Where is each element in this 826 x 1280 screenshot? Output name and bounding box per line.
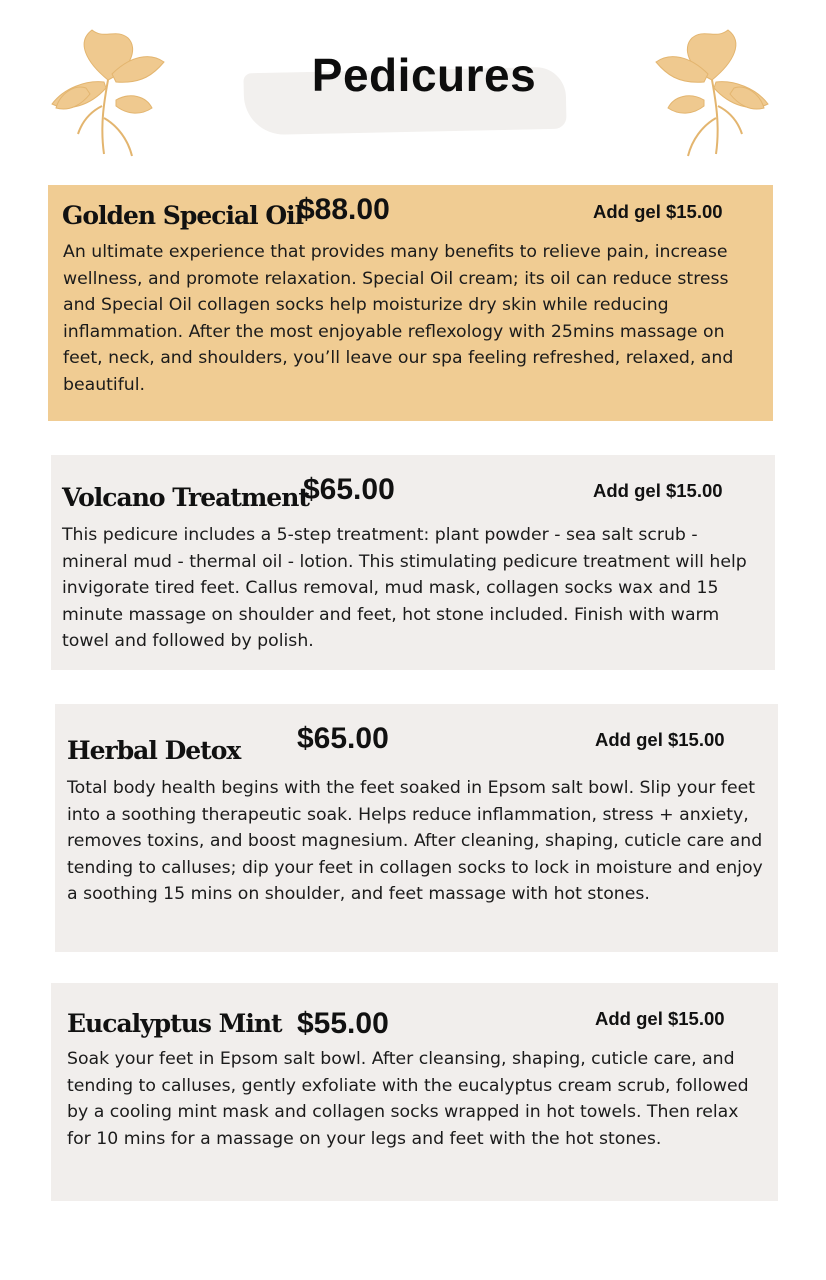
service-gel-addon: Add gel $15.00	[595, 1008, 725, 1029]
service-gel-addon: Add gel $15.00	[593, 480, 723, 501]
service-price: $65.00	[297, 722, 389, 755]
service-description: Total body health begins with the feet soaked in Epsom salt bowl. Slip your feet into a soothing therapeutic soak. Helps reduce inflammation, stress + anxiety, removes toxins, and boost magnesium. After cleaning, shaping, cuticle care and tending to calluses; dip your feet in collagen socks to lock in moisture and enjoy a soothing 15 mins on shoulder, and feet massage with hot stones.	[67, 778, 763, 904]
service-description: This pedicure includes a 5-step treatment: plant powder - sea salt scrub - mineral mud - thermal oil - lotion. This stimulating pedicure treatment will help invigorate tired feet. Callus removal, mud mask, collagen socks wax and 15 minute massage on shoulder and feet, hot stone included. Finish with warm towel and followed by polish.	[62, 525, 747, 651]
service-price: $88.00	[298, 193, 390, 226]
service-description: Soak your feet in Epsom salt bowl. After cleansing, shaping, cuticle care, and tending to calluses, gently exfoliate with the eucalyptus cream scrub, followed by a cooling mint mask and collagen socks wrapped in hot towels. Then relax for 10 mins for a massage on your legs and feet with the hot stones.	[67, 1049, 749, 1149]
service-name: Volcano Treatment	[62, 483, 309, 512]
service-card-volcano-treatment	[51, 455, 775, 670]
service-price: $65.00	[303, 473, 395, 506]
service-name: Eucalyptus Mint	[67, 1009, 282, 1038]
service-gel-addon: Add gel $15.00	[593, 201, 723, 222]
service-card-eucalyptus-mint	[51, 983, 778, 1201]
service-card-golden-special-oil	[48, 185, 773, 421]
service-name: Golden Special Oil	[62, 201, 304, 230]
service-price: $55.00	[297, 1007, 389, 1040]
service-name: Herbal Detox	[67, 736, 241, 765]
service-gel-addon: Add gel $15.00	[595, 729, 725, 750]
page-title: Pedicures	[311, 49, 537, 101]
service-description: An ultimate experience that provides many benefits to relieve pain, increase wellness, and promote relaxation. Special Oil cream; its oil can reduce stress and Special Oil collagen socks help moisturize dry skin while reducing inflammation. After the most enjoyable reflexology with 25mins massage on feet, neck, and shoulders, you’ll leave our spa feeling refreshed, relaxed, and beautiful.	[63, 242, 734, 395]
service-card-herbal-detox	[55, 704, 778, 952]
